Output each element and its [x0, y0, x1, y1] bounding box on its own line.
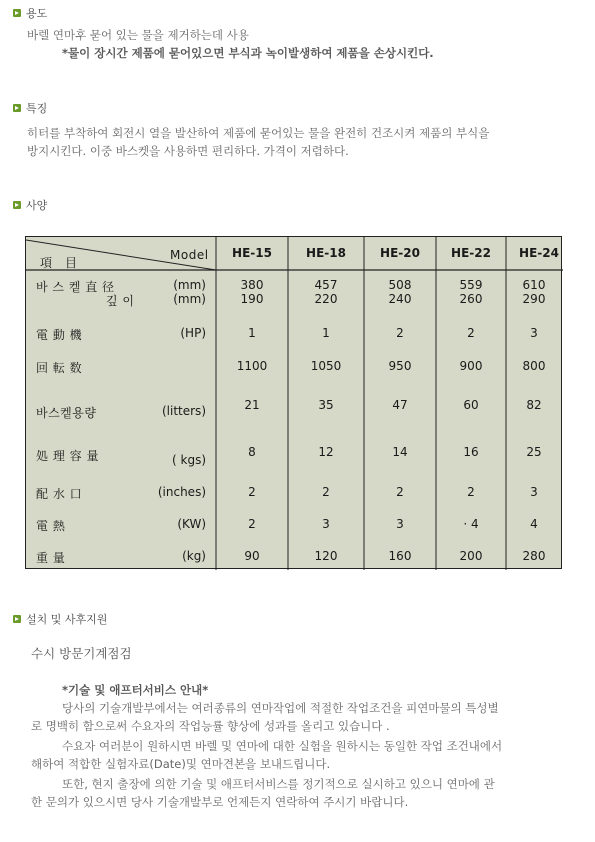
arrow-bullet-icon	[13, 104, 21, 112]
spec-cell: 2	[467, 326, 475, 340]
spec-cell: 457	[314, 278, 338, 292]
features-section-header	[13, 100, 47, 116]
row-unit: (litters)	[161, 404, 206, 418]
spec-cell: 1	[248, 326, 256, 340]
row-label: 処 理 容 量	[36, 449, 99, 463]
corner-model-label: Model	[170, 248, 209, 262]
spec-cell: 200	[459, 549, 483, 563]
model-header: HE-22	[451, 246, 491, 260]
spec-cell: 3	[396, 517, 404, 531]
notice-p1-line2: 로 명백히 함으로써 수요자의 작업능률 향상에 성과를 올리고 있습니다 .	[31, 719, 390, 733]
spec-cell: 16	[463, 445, 479, 459]
spec-cell: 950	[388, 359, 412, 373]
features-line-1: 히터를 부착하여 회전시 열을 발산하여 제품에 묻어있는 물을 완전히 건조시켜 제품의 부식을	[27, 126, 490, 140]
spec-cell: 800	[522, 359, 546, 373]
spec-cell: 90	[244, 549, 260, 563]
model-header: HE-20	[380, 246, 420, 260]
spec-cell: 3	[530, 326, 538, 340]
spec-cell: 12	[318, 445, 334, 459]
notice-p1-line1: 당사의 기술개발부에서는 여러종류의 연마작업에 적절한 작업조건을 피연마물의 특성별	[62, 701, 499, 715]
notice-p3-line1: 또한, 현지 출장에 의한 기술 및 애프터서비스를 정기적으로 실시하고 있으니 연마에 관	[62, 777, 495, 791]
row-unit: (KW)	[177, 517, 206, 531]
spec-cell: 2	[396, 485, 404, 499]
corner-item-label: 項 目	[40, 256, 78, 270]
notice-p2-line1: 수요자 여러분이 원하시면 바렐 및 연마에 대한 실험을 원하시는 동일한 작업 조건내에서	[62, 739, 503, 753]
install-subtitle: 수시 방문기계점검	[31, 646, 132, 661]
spec-cell: 2	[248, 485, 256, 499]
spec-cell: 82	[526, 398, 542, 412]
row-label: 配 水 口	[36, 487, 83, 501]
row-unit: (mm)	[173, 292, 206, 306]
notice-p3-line2: 한 문의가 있으시면 당사 기술개발부로 언제든지 연락하여 주시기 바랍니다.	[31, 795, 409, 809]
row-label: 바 스 켙 直 径	[36, 280, 115, 294]
features-heading: 특징	[26, 102, 48, 115]
spec-cell: 60	[463, 398, 479, 412]
row-label: 바스켙용량	[36, 406, 97, 420]
model-header: HE-24	[519, 246, 559, 260]
features-line-2: 방지시킨다. 이중 바스켓을 사용하면 편리하다. 가격이 저렴하다.	[27, 144, 349, 158]
spec-cell: 508	[388, 278, 412, 292]
row-label: 電 動 機	[36, 328, 83, 342]
spec-cell: 4	[530, 517, 538, 531]
spec-cell: 190	[240, 292, 264, 306]
spec-table	[25, 236, 562, 569]
spec-cell: 3	[530, 485, 538, 499]
row-label: 回 転 数	[36, 361, 83, 375]
notice-title: *기술 및 애프터서비스 안내*	[62, 683, 209, 697]
spec-cell: 1100	[236, 359, 268, 373]
usage-line-1: 바렐 연마후 묻어 있는 물을 제거하는데 사용	[27, 28, 249, 42]
spec-cell: 290	[522, 292, 546, 306]
spec-cell: · 4	[463, 517, 479, 531]
spec-cell: 25	[526, 445, 542, 459]
arrow-bullet-icon	[13, 201, 21, 209]
model-header: HE-15	[232, 246, 272, 260]
spec-cell: 220	[314, 292, 338, 306]
spec-cell: 260	[459, 292, 483, 306]
spec-cell: 47	[392, 398, 408, 412]
spec-cell: 14	[392, 445, 408, 459]
arrow-bullet-icon	[13, 9, 21, 17]
spec-heading: 사양	[26, 199, 48, 212]
spec-section-header	[13, 197, 47, 213]
spec-cell: 160	[388, 549, 412, 563]
model-header: HE-18	[306, 246, 346, 260]
spec-cell: 2	[322, 485, 330, 499]
spec-cell: 2	[467, 485, 475, 499]
usage-warning: *물이 장시간 제품에 묻어있으면 부식과 녹이발생하여 제품을 손상시킨다.	[62, 46, 434, 60]
spec-cell: 2	[396, 326, 404, 340]
install-section-header	[13, 611, 107, 627]
row-unit: ( kgs)	[172, 453, 206, 467]
row-label: 重 量	[36, 551, 66, 565]
spec-cell: 1050	[310, 359, 342, 373]
spec-cell: 120	[314, 549, 338, 563]
notice-p2-line2: 해하여 적합한 실험자료(Date)및 연마견본을 보내드립니다.	[31, 757, 331, 771]
usage-section-header	[13, 5, 47, 21]
spec-cell: 610	[522, 278, 546, 292]
spec-cell: 280	[522, 549, 546, 563]
spec-cell: 240	[388, 292, 412, 306]
usage-heading: 용도	[26, 7, 48, 20]
spec-cell: 1	[322, 326, 330, 340]
row-label: 깊 이	[106, 294, 135, 308]
spec-cell: 2	[248, 517, 256, 531]
row-label: 電 熱	[36, 519, 66, 533]
spec-cell: 559	[459, 278, 483, 292]
spec-cell: 21	[244, 398, 260, 412]
arrow-bullet-icon	[13, 615, 21, 623]
spec-cell: 380	[240, 278, 264, 292]
row-unit: (kg)	[182, 549, 206, 563]
spec-cell: 3	[322, 517, 330, 531]
spec-cell: 8	[248, 445, 256, 459]
spec-cell: 35	[318, 398, 334, 412]
row-unit: (inches)	[157, 485, 206, 499]
row-unit: (HP)	[180, 326, 206, 340]
row-unit: (mm)	[173, 278, 206, 292]
install-heading: 설치 및 사후지원	[26, 613, 108, 626]
spec-cell: 900	[459, 359, 483, 373]
